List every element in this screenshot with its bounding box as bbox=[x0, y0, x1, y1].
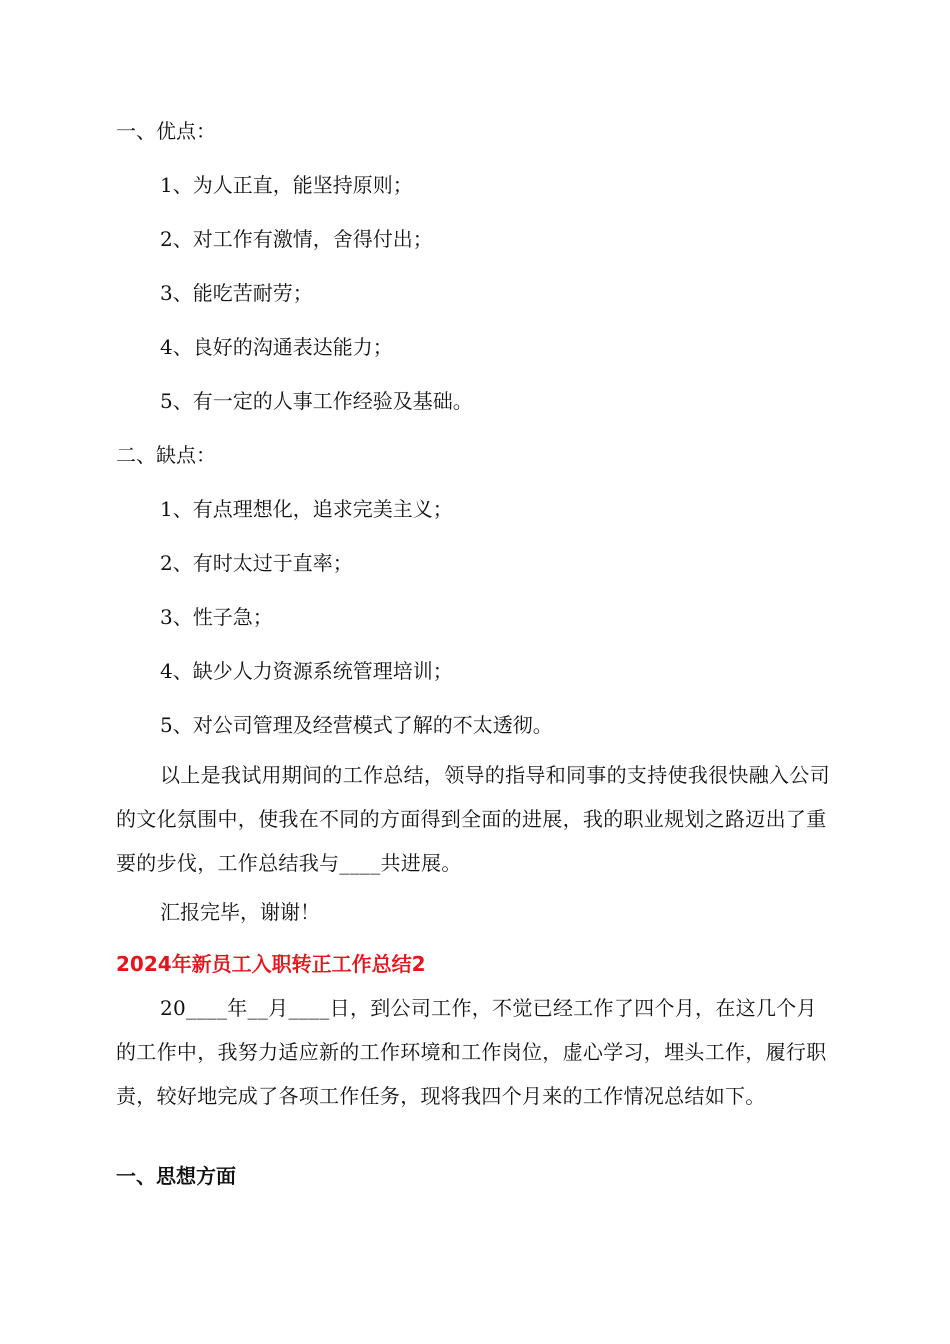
strength-item-2: 2、对工作有激情，舍得付出； bbox=[160, 227, 433, 251]
weakness-item-3: 3、性子急； bbox=[160, 605, 273, 629]
weakness-item-4: 4、缺少人力资源系统管理培训； bbox=[160, 659, 453, 683]
closing-line: 汇报完毕，谢谢！ bbox=[160, 900, 320, 924]
weaknesses-heading: 二、缺点： bbox=[116, 443, 216, 467]
summary-text: 以上是我试用期间的工作总结，领导的指导和同事的支持使我很快融入公司的文化氛围中，使我在不同的方面得到全面的进展，我的职业规划之路迈出了重要的步伐，工作总结我与____共进展。 bbox=[116, 763, 830, 875]
strength-item-3: 3、能吃苦耐劳； bbox=[160, 281, 313, 305]
weakness-item-1: 1、有点理想化，追求完美主义； bbox=[160, 497, 453, 521]
strength-item-4: 4、良好的沟通表达能力； bbox=[160, 335, 393, 359]
article-2-intro bbox=[116, 986, 832, 1118]
article-2-intro-text: 20____年__月____日，到公司工作，不觉已经工作了四个月，在这几个月的工作中，我努力适应新的工作环境和工作岗位，虚心学习，埋头工作，履行职责，较好地完成了各项工作任务，现将我四个月来的工作情况总结如下。 bbox=[116, 996, 827, 1108]
weakness-item-5: 5、对公司管理及经营模式了解的不太透彻。 bbox=[160, 713, 553, 737]
strength-item-5: 5、有一定的人事工作经验及基础。 bbox=[160, 389, 473, 413]
summary-paragraph bbox=[116, 753, 832, 885]
article-2-section-1-heading: 一、思想方面 bbox=[116, 1164, 236, 1188]
strengths-heading: 一、优点： bbox=[116, 119, 216, 143]
article-2-title: 2024年新员工入职转正工作总结2 bbox=[116, 952, 426, 976]
weakness-item-2: 2、有时太过于直率； bbox=[160, 551, 353, 575]
strength-item-1: 1、为人正直，能坚持原则； bbox=[160, 173, 413, 197]
